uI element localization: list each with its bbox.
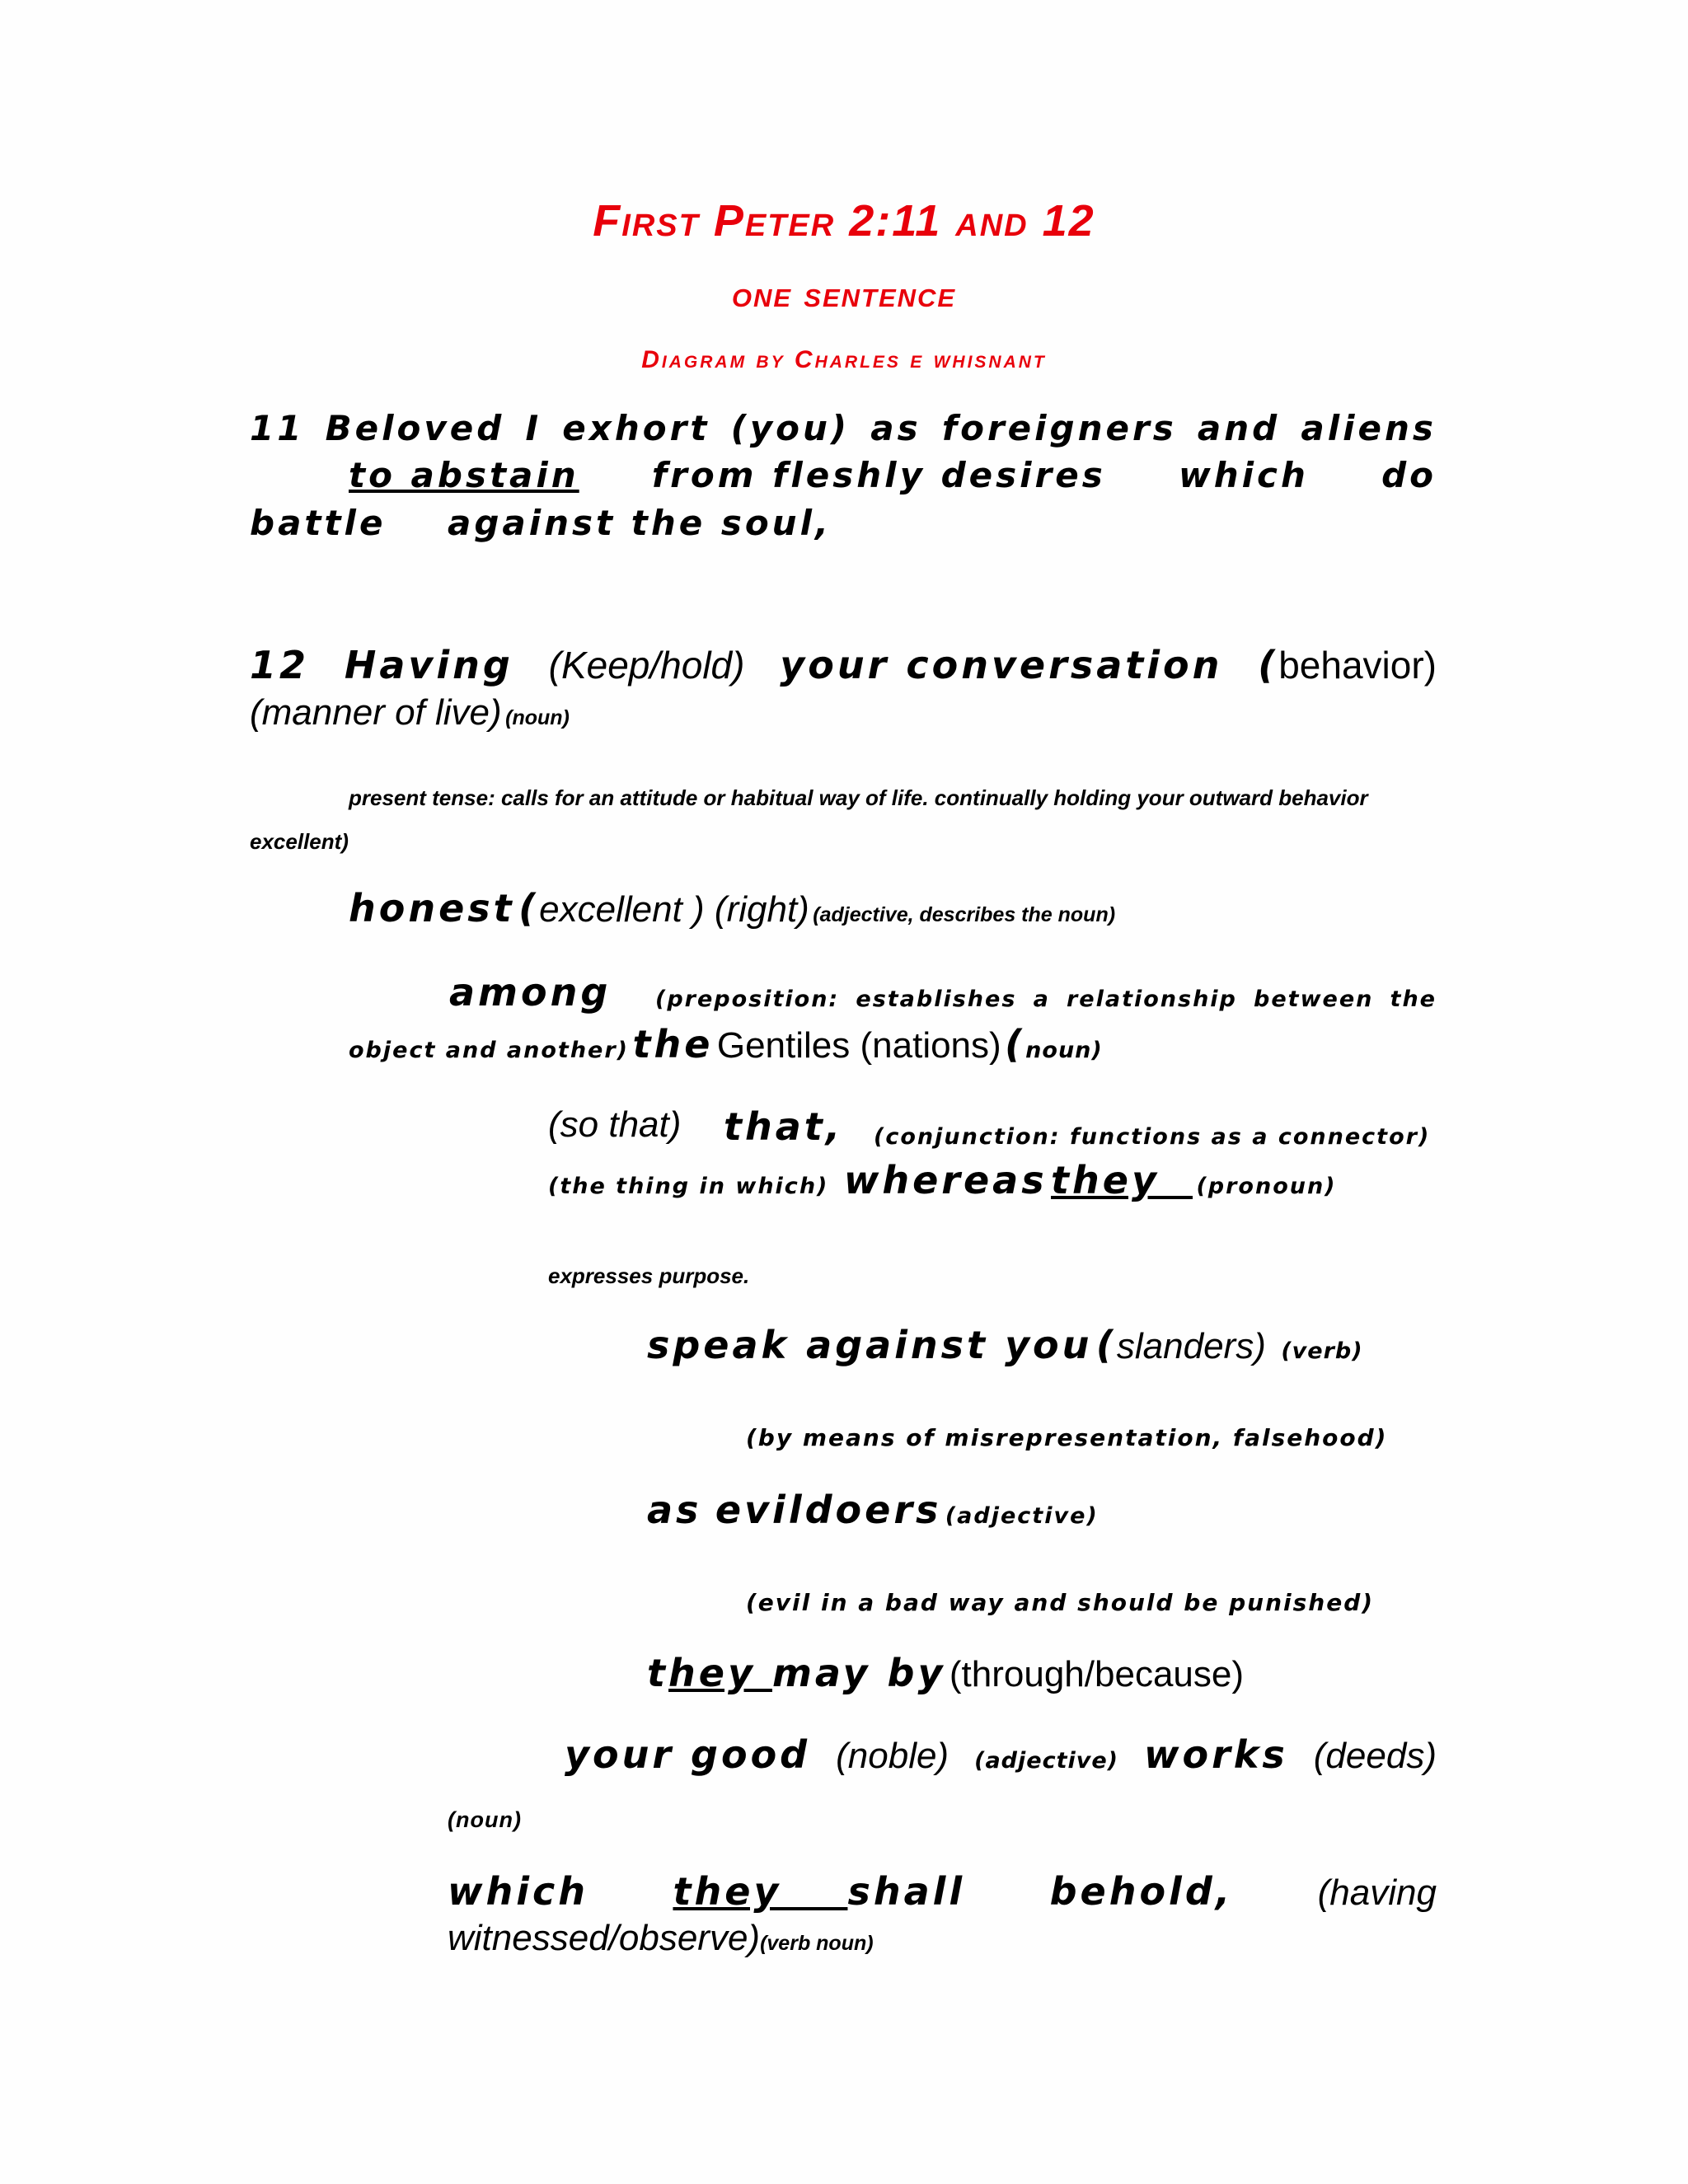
gloss: (deeds)	[1313, 1736, 1437, 1776]
word-behold: behold,	[1049, 1869, 1234, 1914]
verse11-line1	[250, 408, 1437, 448]
note-word: a	[1033, 987, 1050, 1012]
gloss: excellent ) (right)	[539, 889, 809, 930]
verse12-line1	[250, 643, 1437, 687]
gloss: (manner of live)	[250, 692, 502, 733]
gloss: slanders)	[1116, 1326, 1266, 1366]
note-word: relationship	[1066, 987, 1237, 1012]
word-evildoers: evildoers	[715, 1488, 942, 1532]
author-credit: Diagram by Charles e whisnant	[641, 346, 1047, 373]
pos-label: (pronoun)	[1196, 1174, 1337, 1199]
verse11-line3-end: against the soul,	[448, 503, 832, 543]
note-present-tense-cont: excellent)	[250, 829, 349, 854]
note-word: the	[1390, 987, 1437, 1012]
note-thing: (the thing in which)	[548, 1174, 829, 1199]
paren: (	[518, 886, 540, 930]
paren: (	[1258, 643, 1279, 687]
pos-label: (adjective)	[974, 1748, 1118, 1774]
word-works: works	[1144, 1732, 1288, 1777]
word-that: that,	[724, 1104, 844, 1149]
word: exhort	[562, 408, 710, 448]
paren: (	[1005, 1022, 1026, 1066]
paren: (	[1095, 1323, 1117, 1367]
pos-label: noun)	[1025, 1038, 1103, 1063]
word-your-good: your good	[565, 1732, 811, 1777]
behold-line	[448, 1869, 1437, 1914]
pos-label-noun: (noun)	[448, 1807, 522, 1832]
word-they: hey	[668, 1651, 772, 1695]
prep-note	[655, 987, 1437, 1012]
word-they: they	[1051, 1158, 1193, 1202]
note-word: between	[1254, 987, 1374, 1012]
conj-note: (conjunction: functions as a connector)	[874, 1124, 1431, 1150]
evildoers-line	[647, 1488, 1099, 1532]
word: I	[525, 408, 542, 448]
works-line	[565, 1732, 1437, 1777]
note-evil: (evil in a bad way and should be punished)	[746, 1589, 1375, 1616]
word-which: which	[448, 1869, 589, 1914]
infinitive-phrase: to abstain	[349, 455, 579, 495]
gloss: (through/because)	[949, 1654, 1245, 1694]
whereas-line	[548, 1158, 1337, 1202]
gloss: behavior)	[1278, 644, 1437, 687]
they-may-by-line	[647, 1651, 1244, 1695]
note-object: object and another)	[349, 1038, 630, 1063]
note-present-tense: present tense: calls for an attitude or habitual way of life. continually holding your outward behavior	[349, 785, 1368, 810]
word-speak-against-you: speak against you	[647, 1323, 1093, 1367]
gentiles-line	[349, 1022, 1103, 1066]
word-gentiles: Gentiles (nations)	[716, 1025, 1001, 1066]
word-shall: shall	[847, 1869, 966, 1914]
word: do	[1381, 455, 1437, 495]
word-having: Having	[344, 643, 513, 687]
honest-line	[349, 886, 1115, 930]
gloss-group	[1258, 643, 1437, 687]
word-as: as	[647, 1488, 702, 1532]
word: (you)	[730, 408, 851, 448]
speak-line	[647, 1323, 1363, 1367]
gloss: witnessed/observe)	[448, 1918, 761, 1958]
word: as	[870, 408, 921, 448]
word-they: they	[673, 1869, 848, 1914]
word-the: the	[632, 1022, 714, 1066]
pos-label: (verb)	[1281, 1338, 1363, 1364]
word: Beloved	[325, 408, 505, 448]
verse12-line2	[250, 692, 570, 733]
page-title: First Peter 2:11 and 12	[593, 196, 1095, 246]
pos-label: (noun)	[505, 706, 570, 729]
witnessed-line	[448, 1918, 874, 1959]
note-purpose: expresses purpose.	[548, 1263, 750, 1288]
verse11-line2	[349, 455, 1437, 495]
word-your-conversation: your conversation	[780, 643, 1223, 687]
note-means: (by means of misrepresentation, falsehood)	[746, 1424, 1388, 1451]
page-subtitle: one sentence	[731, 274, 957, 315]
word: aliens	[1301, 408, 1437, 448]
word-among: among	[449, 970, 612, 1015]
pos-label: (adjective, describes the noun)	[813, 903, 1116, 926]
gloss: (having	[1317, 1872, 1437, 1913]
pos-label: (adjective)	[945, 1503, 1099, 1529]
gloss: (noble)	[836, 1736, 950, 1776]
word-may-by: may by	[771, 1651, 946, 1695]
note-word: (preposition:	[655, 987, 840, 1012]
gloss-so-that: (so that)	[548, 1104, 682, 1145]
verse-number-11: 11	[250, 408, 305, 448]
word: and	[1197, 408, 1281, 448]
verse-number-12: 12	[250, 643, 310, 687]
word-t: t	[647, 1651, 668, 1695]
verse11-line3-start: battle	[250, 503, 387, 543]
word: which	[1178, 455, 1309, 495]
pos-label: (verb noun)	[760, 1932, 874, 1955]
note-word: establishes	[856, 987, 1017, 1012]
word: foreigners	[941, 408, 1177, 448]
word-whereas: whereas	[843, 1158, 1048, 1202]
gloss: (Keep/hold)	[548, 644, 745, 687]
word: from fleshly desires	[651, 455, 1106, 495]
word-honest: honest	[349, 886, 515, 930]
